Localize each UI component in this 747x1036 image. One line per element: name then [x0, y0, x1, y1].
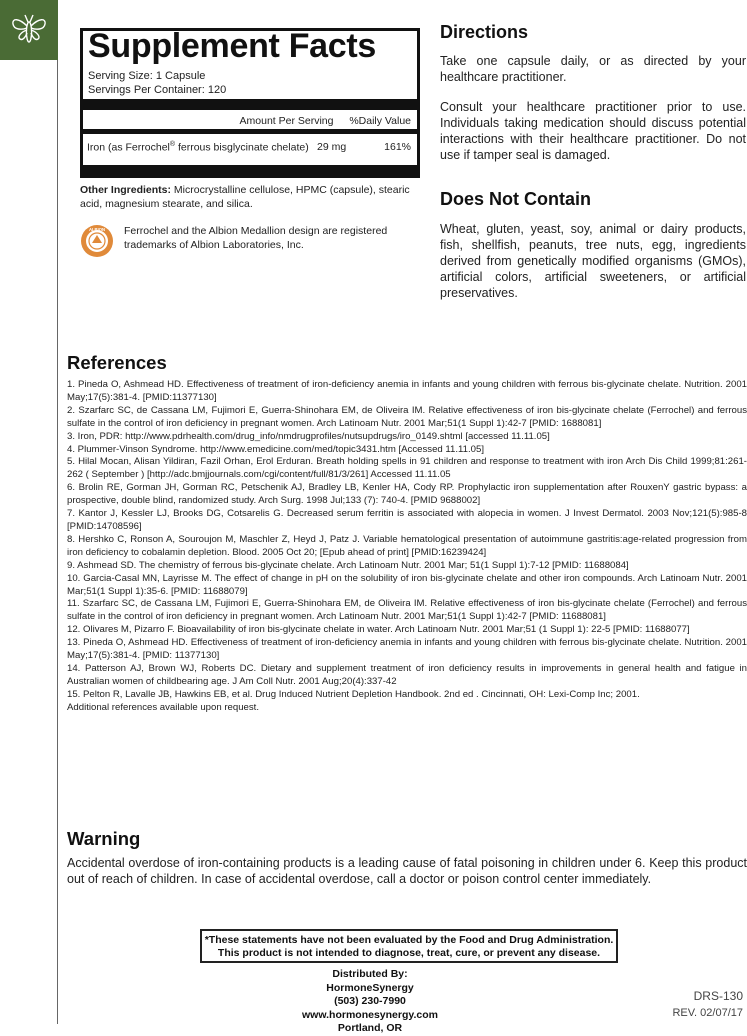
reference-item: 7. Kantor J, Kessler LJ, Brooks DG, Cotsarelis G. Decreased serum ferritin is associated with alopecia in women. J Invest Dermatol. 2003 Nov;121(5):985-8 [PMID:14708596]	[67, 508, 747, 532]
reference-item: 13. Pineda O, Ashmead HD. Effectiveness of treatment of iron-deficiency anemia in infants and young children with ferrous bis-glycinate chelate. Nutrition. 2001 May;17(5):381-4. [PMID: 11377130]	[67, 637, 747, 662]
reference-item: 9. Ashmead SD. The chemistry of ferrous bis-glycinate chelate. Arch Latinoam Nutr. 2001 Mar; 51(1 Suppl 1):7-12 [PMID: 11688084]	[67, 559, 629, 571]
warning-text: Accidental overdose of iron-containing products is a leading cause of fatal poisoning in children under 6. Keep this product out of reach of children. In case of accidental overdose, call a doctor or poison control center immediately.	[67, 856, 747, 886]
additional-references-note: Additional references available upon request.	[67, 701, 260, 713]
references-list	[67, 379, 747, 715]
reference-item: 12. Olivares M, Pizarro F. Bioavailability of iron bis-glycinate chelate in water. Arch Latinoam Nutr. 2001 Mar;51 (1 Suppl 1): 22-5 [PMID: 11688077]	[67, 624, 690, 636]
fda-disclaimer-box	[200, 929, 618, 963]
other-ingredients	[80, 184, 410, 211]
serving-size: Serving Size: 1 Capsule	[88, 70, 206, 82]
iron-daily-value: 161%	[384, 141, 411, 153]
facts-divider-thick	[83, 99, 417, 110]
iron-amount: 29 mg	[317, 141, 347, 153]
reference-item: 4. Plummer-Vinson Syndrome. http://www.emedicine.com/med/topic3431.htm [Accessed 11.11.05]	[67, 443, 484, 455]
facts-divider-bottom	[83, 165, 417, 175]
facts-column-headers	[240, 115, 411, 127]
registered-mark: ®	[169, 141, 176, 148]
other-ingredients-text: Microcrystalline cellulose, HPMC (capsule), stearic acid, magnesium stearate, and silica.	[80, 184, 410, 210]
warning-heading: Warning	[67, 828, 141, 849]
iron-ingredient-name	[87, 141, 309, 154]
revision-date: REV. 02/07/17	[672, 1007, 743, 1019]
directions-heading: Directions	[440, 22, 529, 42]
directions-text-2: Consult your healthcare practitioner prior to use. Individuals taking medication should discuss potential interactions with their healthcare practitioner. Do not use if tamper seal is damaged.	[440, 100, 746, 162]
servings-per-container: Servings Per Container: 120	[88, 84, 227, 96]
iron-name-prefix: Iron (as Ferrochel	[87, 141, 170, 154]
disclaimer-line-2: This product is not intended to diagnose, treat, cure, or prevent any disease.	[217, 947, 601, 959]
does-not-contain-text: Wheat, gluten, yeast, soy, animal or dairy products, fish, shellfish, peanuts, tree nuts, egg, ingredients derived from genetically modified organisms (GMOs), artificial colors, artificial sweeteners, or artificial preservatives.	[440, 222, 746, 300]
does-not-contain-heading: Does Not Contain	[440, 189, 591, 209]
reference-item: 3. Iron, PDR: http://www.pdrhealth.com/drug_info/nmdrugprofiles/nutsupdrugs/iro_0149.shtml [accessed 11.11.05]	[67, 430, 550, 442]
distributor-name: Distributed By: HormoneSynergy	[326, 968, 414, 994]
reference-item: 8. Hershko C, Ronson A, Souroujon M, Maschler Z, Heyd J, Patz J. Variable hematological presentation of autoimmune gastritis:age-related progression from iron deficiency to cobalamin depletion. Blood. 2005 Oct 20; [Epub ahead of print] [PMID:16239424]	[67, 533, 747, 558]
firefly-icon	[9, 8, 49, 52]
albion-trademark-notice: Ferrochel and the Albion Medallion design are registered trademarks of Albion Laboratories, Inc.	[124, 225, 388, 251]
albion-seal-text: ALBION	[88, 227, 106, 232]
reference-item: 14. Patterson AJ, Brown WJ, Roberts DC. Dietary and supplement treatment of iron deficiency results in improvements in general health and fatigue in Australian women of childbearing age. J Am Coll Nutr. 2001 Aug;20(4):337-42	[67, 662, 747, 687]
reference-item: 15. Pelton R, Lavalle JB, Hawkins EB, et al. Drug Induced Nutrient Depletion Handbook. 2nd ed . Cincinnati, OH: Lexi-Comp Inc; 2001.	[67, 688, 640, 700]
distributor-website: www.hormonesynergy.com	[302, 1008, 438, 1021]
reference-item: 6. Brolin RE, Gorman JH, Gorman RC, Petschenik AJ, Bradley LB, Kenler HA, Cody RP. Prophylactic iron supplementation after RouxenY gastric bypass: a prospective, double blind, randomized study. Arch Surg. 1998 Jul;133 (7): 740-4. [PMID 9688002]	[67, 482, 747, 507]
reference-item: 2. Szarfarc SC, de Cassana LM, Fujimori E, Guerra-Shinohara EM, de Oliveira IM. Relative effectiveness of iron bis-glycinate chelate (Ferrochel) and ferrous sulfate in the control of iron deficiency in pregnant women. Arch Latinoam Nutr. 2001 Mar;51(1 Suppl 1):42-7 [PMID: 1688081]	[67, 404, 747, 429]
reference-item: 10. Garcia-Casal MN, Layrisse M. The effect of change in pH on the solubility of iron bis-glycinate chelate and other iron compounds. Arch Latinoam Nutr. 2001 Mar;51(1 Suppl 1):35-6. [PMID: 11688079]	[67, 572, 747, 597]
distributor-phone: (503) 230-7990	[334, 995, 406, 1007]
facts-title: Supplement Facts	[88, 27, 377, 65]
reference-item: 1. Pineda O, Ashmead HD. Effectiveness of treatment of iron-deficiency anemia in infants and young children with ferrous bis-glycinate chelate. Nutrition. 2001 May;17(5):381-4. [PMID:11377130]	[67, 379, 747, 403]
distributor-info	[290, 968, 450, 1036]
reference-item: 11. Szarfarc SC, de Cassana LM, Fujimori E, Guerra-Shinohara EM, de Oliveira IM. Relative effectiveness of iron bis-glycinate chelate (Ferrochel) and ferrous sulfate in the control of iron deficiency in pregnant women. Arch Latinoam Nutr. 2001 Mar;51(1 Suppl 1):42-7 [PMID: 11688081]	[67, 598, 747, 623]
other-ingredients-label: Other Ingredients:	[80, 184, 172, 196]
left-margin-rule	[57, 60, 58, 1024]
albion-medallion-icon	[80, 224, 114, 258]
document-code: DRS-130	[693, 989, 743, 1003]
facts-divider-medium	[83, 129, 417, 134]
brand-logo	[0, 0, 58, 60]
disclaimer-line-1: *These statements have not been evaluated by the Food and Drug Administration.	[204, 934, 614, 946]
reference-item: 5. Hilal Mocan, Alisan Yildiran, Fazil Orhan, Erol Erduran. Breath holding spells in 91 children and response to treatment with iron Arch Dis Child 1999;81:261-262 ( September ) [http://adc.bmjjournals.com/cgi/content/full/81/3/261] Accessed 11.11.05	[67, 456, 747, 481]
directions-text-1: Take one capsule daily, or as directed by your healthcare practitioner.	[440, 54, 746, 84]
distributor-location: Portland, OR	[337, 1022, 403, 1034]
iron-name-suffix: ferrous bisglycinate chelate)	[175, 141, 309, 154]
header-amount: Amount Per Serving	[239, 115, 334, 127]
header-daily-value: %Daily Value	[349, 115, 411, 127]
supplement-facts-panel	[80, 28, 420, 178]
references-heading: References	[67, 352, 167, 373]
